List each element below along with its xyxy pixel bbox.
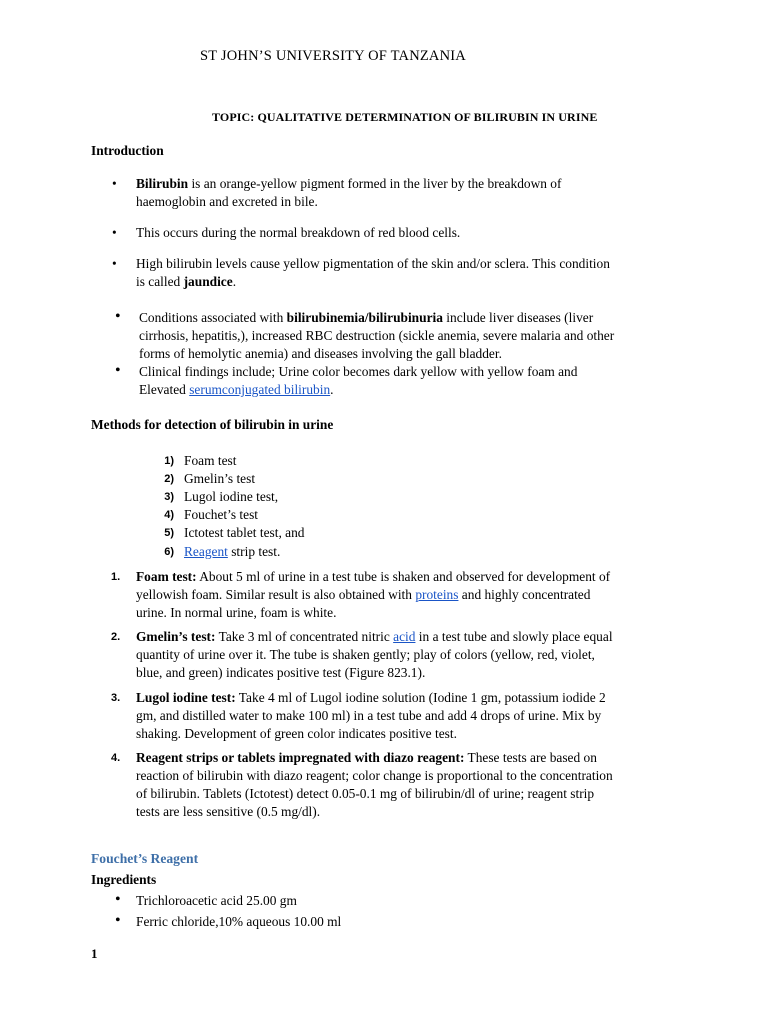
bullet-glyph: •: [112, 256, 117, 271]
method-number: 5): [164, 527, 174, 539]
bullet-glyph: •: [115, 308, 121, 325]
method-item: Fouchet’s test: [184, 507, 259, 522]
method-number: 1): [164, 455, 174, 467]
test-number: 1.: [111, 571, 121, 583]
method-item: Foam test: [184, 453, 237, 468]
method-number: 6): [164, 546, 174, 558]
intro-bullet-1: Bilirubin is an orange-yellow pigment formed in the liver by the breakdown of haemoglobin and excreted in bile.: [136, 176, 562, 209]
intro-bullet-5: Clinical findings include; Urine color becomes dark yellow with yellow foam and Elevated serumconjugated bilirubin.: [139, 364, 578, 397]
page-number: 1: [91, 946, 98, 961]
method-number: 4): [164, 509, 174, 521]
test-number: 2.: [111, 631, 121, 643]
method-number: 2): [164, 473, 174, 485]
bullet-glyph: •: [112, 176, 117, 191]
method-item: Lugol iodine test,: [184, 489, 279, 504]
gmelin-test-paragraph: Gmelin’s test: Take 3 ml of concentrated nitric acid in a test tube and slowly place equal quantity of urine over it. The tube is shaken gently; play of colors (yellow, red, violet, blue, and green) indicates positive test (Figure 823.1).: [136, 629, 613, 680]
methods-heading: Methods for detection of bilirubin in urine: [91, 417, 334, 432]
fouchet-reagent-heading: Fouchet’s Reagent: [91, 851, 199, 866]
method-number: 3): [164, 491, 174, 503]
foam-test-paragraph: Foam test: About 5 ml of urine in a test tube is shaken and observed for development of yellowish foam. Similar result is also obtained with proteins and highly concentrated urine. In normal urine, foam is white.: [136, 569, 611, 620]
university-title: ST JOHN’S UNIVERSITY OF TANZANIA: [200, 48, 466, 64]
ingredient-item: Ferric chloride,10% aqueous 10.00 ml: [136, 914, 342, 929]
method-item: Ictotest tablet test, and: [184, 525, 305, 540]
bilirubin-term: Bilirubin: [136, 176, 189, 191]
test-number: 3.: [111, 692, 121, 704]
bilirubinemia-term: bilirubinemia/bilirubinuria: [286, 310, 443, 325]
proteins-link[interactable]: proteins: [415, 587, 459, 602]
intro-bullet-3: High bilirubin levels cause yellow pigmentation of the skin and/or sclera. This condition is called jaundice.: [136, 256, 610, 289]
jaundice-term: jaundice: [183, 274, 233, 289]
intro-bullet-2: This occurs during the normal breakdown of red blood cells.: [136, 225, 461, 240]
ingredient-item: Trichloroacetic acid 25.00 gm: [136, 893, 297, 908]
lugol-test-paragraph: Lugol iodine test: Take 4 ml of Lugol iodine solution (Iodine 1 gm, potassium iodide 2 gm, and distilled water to make 100 ml) in a test tube and add 4 drops of urine. Mix by shaking. Development of green color indicates positive test.: [136, 690, 606, 741]
topic-title: TOPIC: QUALITATIVE DETERMINATION OF BILIRUBIN IN URINE: [212, 110, 598, 124]
bullet-glyph: •: [115, 362, 121, 379]
intro-heading: Introduction: [91, 143, 164, 158]
reagent-link[interactable]: Reagent: [184, 544, 228, 559]
method-item: Reagent strip test.: [184, 544, 281, 559]
ingredients-heading: Ingredients: [91, 872, 157, 887]
bullet-glyph: •: [115, 891, 121, 908]
serum-conjugated-bilirubin-link[interactable]: serumconjugated bilirubin: [189, 382, 331, 397]
intro-bullet-4: Conditions associated with bilirubinemia/bilirubinuria include liver diseases (liver cirrhosis, hepatitis,), increased RBC destruction (sickle anemia, severe malaria and other forms of hemolytic anemia) and diseases involving the gall bladder.: [139, 310, 615, 361]
bullet-glyph: •: [112, 225, 117, 240]
acid-link[interactable]: acid: [393, 629, 416, 644]
bullet-glyph: •: [115, 912, 121, 929]
method-item: Gmelin’s test: [184, 471, 256, 486]
reagent-strip-paragraph: Reagent strips or tablets impregnated with diazo reagent: These tests are based on reaction of bilirubin with diazo reagent; color change is proportional to the concentration of bilirubin. Tablets (Ictotest) detect 0.05-0.1 mg of bilirubin/dl of urine; reagent strip tests are less sensitive (0.5 mg/dl).: [136, 750, 613, 819]
test-number: 4.: [111, 752, 121, 764]
